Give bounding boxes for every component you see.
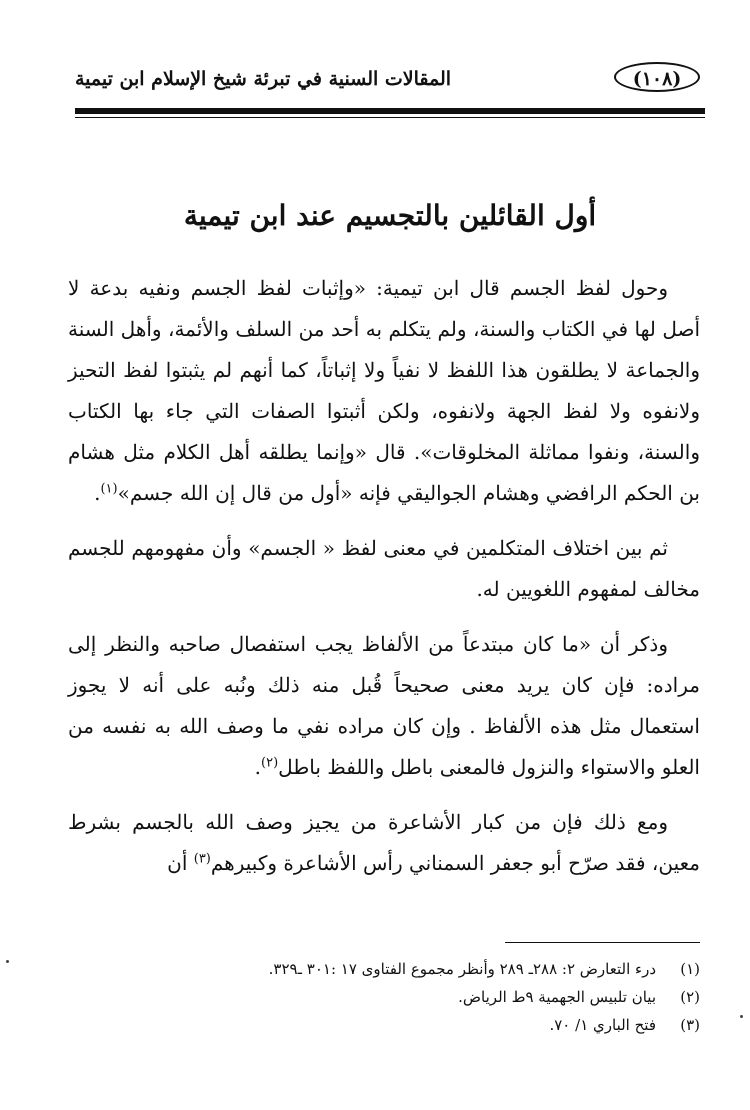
header-rule-thick: [75, 108, 705, 114]
footnote-number: (١): [680, 960, 700, 978]
paragraph: [68, 268, 700, 514]
footnote-text: درء التعارض ٢: ٢٨٨ـ ٢٨٩ وأنظر مجموع الفتاوى ١٧ :٣٠١ ـ٣٢٩.: [268, 960, 656, 978]
section-title: أول القائلين بالتجسيم عند ابن تيمية: [183, 199, 597, 232]
footnote-ref: (١): [100, 481, 118, 497]
footnote-ref: (٣): [193, 851, 211, 867]
paragraph-text: ومع ذلك فإن من كبار الأشاعرة من يجيز وصف الله بالجسم بشرط معين، فقد صرّح أبو جعفر السمناني رأس الأشاعرة وكبيرهم: [68, 810, 700, 875]
footnote-number: (٣): [680, 1016, 700, 1034]
scan-speck: [6, 960, 9, 963]
footnotes: [120, 955, 700, 1039]
paragraph-text: ثم بين اختلاف المتكلمين في معنى لفظ « الجسم» وأن مفهومهم للجسم مخالف لمفهوم اللغويين له.: [68, 536, 700, 601]
paragraph-tail: .: [94, 481, 101, 505]
page-number: (١٠٨): [614, 62, 700, 92]
paragraph-tail: .: [254, 755, 262, 779]
paragraph: [68, 802, 700, 884]
footnote-ref: (٢): [261, 755, 279, 771]
footnote-number: (٢): [680, 988, 700, 1006]
footnote-separator: [505, 942, 700, 943]
footnote-text: بيان تلبيس الجهمية ٩ط الرياض.: [458, 988, 656, 1006]
paragraph: [68, 528, 700, 610]
body-text: [68, 268, 700, 884]
scan-speck: [740, 1015, 743, 1018]
footnote: [120, 1011, 700, 1039]
paragraph-text: وذكر أن «ما كان مبتدعاً من الألفاظ يجب استفصال صاحبه والنظر إلى مراده: فإن كان يريد معنى صحيحاً قُبل منه ذلك ونُبه على أنه لا يجوز استعمال مثل هذه الألفاظ . وإن كان مراده نفي ما وصف الله به نفسه من العلو والاستواء والنزول فالمعنى باطل واللفظ باطل: [68, 632, 700, 779]
paragraph-text: وحول لفظ الجسم قال ابن تيمية: «وإثبات لفظ الجسم ونفيه بدعة لا أصل لها في الكتاب والسنة، ولم يتكلم به أحد من السلف والأئمة، وأهل السنة والجماعة لا يطلقون هذا اللفظ لا نفياً ولا إثباتاً، كما أنهم لم يثبتوا لفظ التحيز ولانفوه ولا لفظ الجهة ولانفوه، ولكن أثبتوا الصفات التي جاء بها الكتاب والسنة، ونفوا مماثلة المخلوقات». قال «وإنما يطلقه أهل الكلام مثل هشام بن الحكم الرافضي وهشام الجواليقي فإنه «أول من قال إن الله جسم»: [68, 276, 700, 505]
footnote-text: فتح الباري ١/ ٧٠.: [549, 1016, 656, 1034]
running-title: المقالات السنية في تبرئة شيخ الإسلام ابن تيمية: [75, 68, 452, 90]
footnote: [120, 955, 700, 983]
running-header: [75, 60, 700, 100]
footnote: [120, 983, 700, 1011]
header-rule-thin: [75, 117, 705, 118]
paragraph: [68, 624, 700, 788]
paragraph-tail: أن: [167, 851, 194, 875]
